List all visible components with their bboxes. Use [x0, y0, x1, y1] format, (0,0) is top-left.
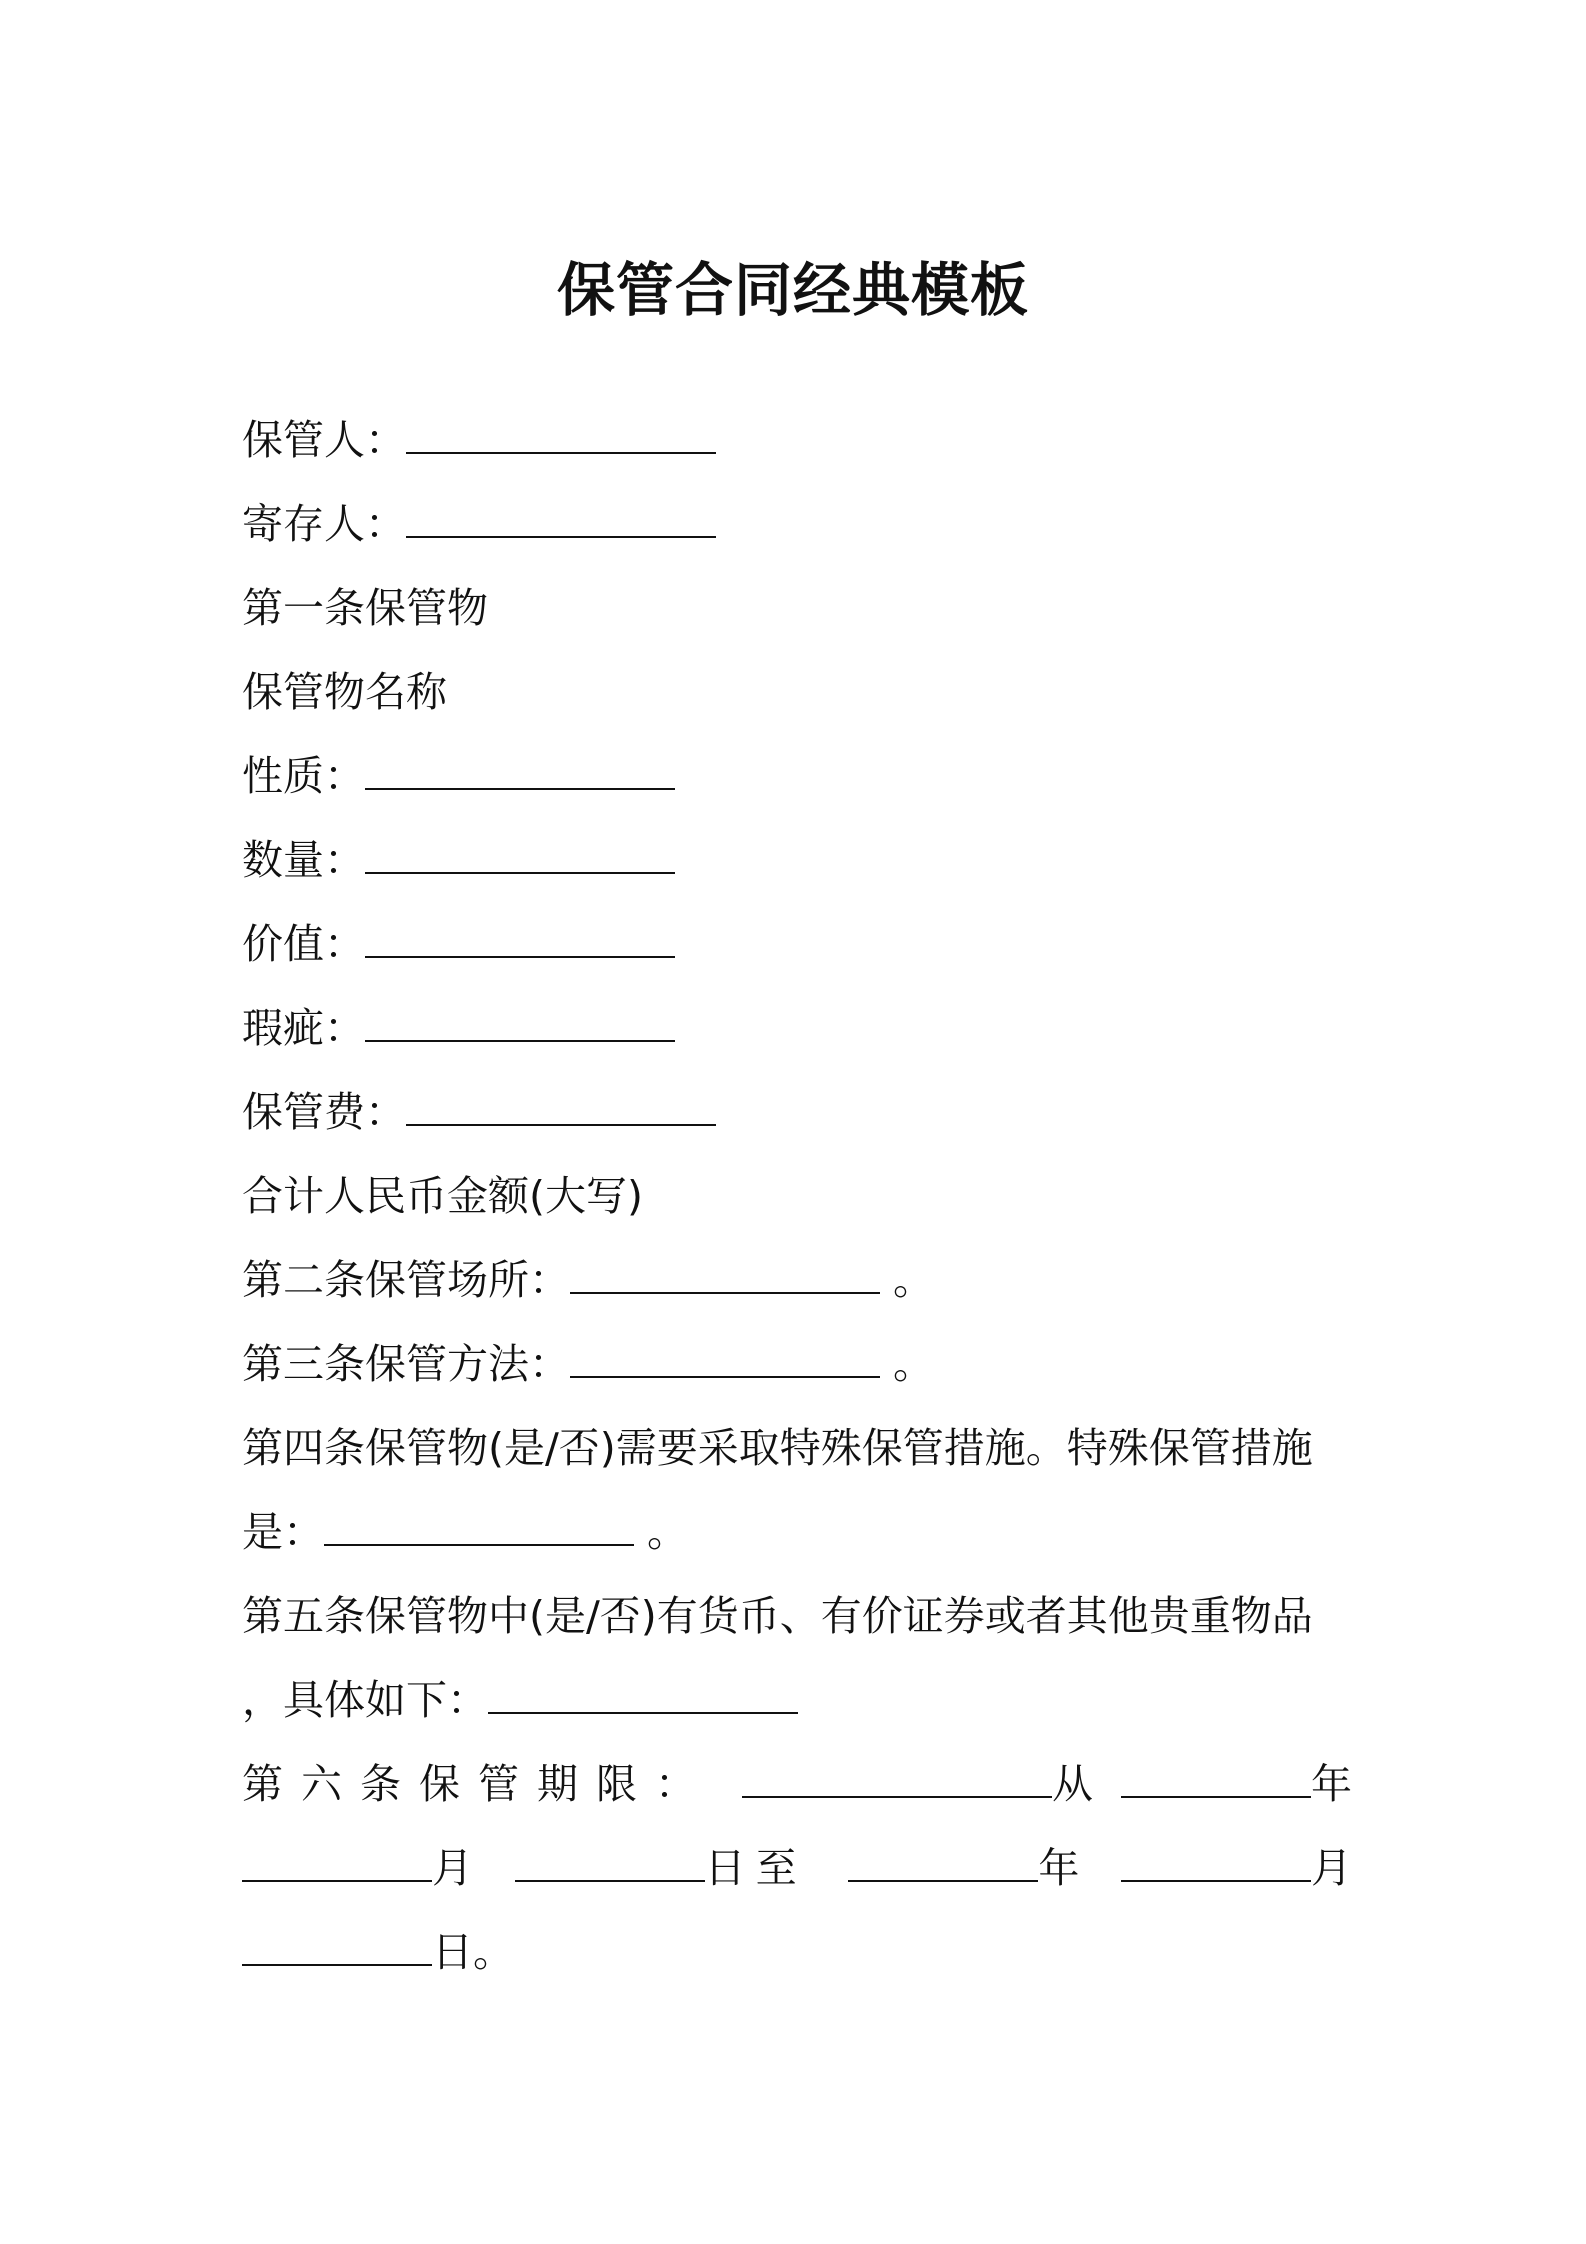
article-6-month1-group: [242, 1840, 473, 1896]
article-6-year1-group: [1121, 1756, 1352, 1812]
nature-line: [242, 748, 675, 804]
article-4-line-1: 第四条保管物(是/否)需要采取特殊保管措施。特殊保管措施: [242, 1424, 1313, 1472]
article-6-day1-to: 日至: [704, 1844, 807, 1892]
defect-label: 瑕疵：: [242, 1004, 365, 1052]
article-6-label: 第六条保管期限：: [242, 1760, 714, 1808]
article-6-line-1: [242, 1756, 1352, 1812]
depositor-line: [242, 496, 716, 552]
total-amount-label: 合计人民币金额(大写): [242, 1172, 643, 1220]
article-4-label: 是：: [242, 1508, 324, 1556]
article-2-end: 。: [880, 1256, 935, 1304]
article-6-period-blank[interactable]: [742, 1762, 1052, 1798]
article-6-year2-blank[interactable]: [848, 1846, 1038, 1882]
article-3-blank[interactable]: [570, 1342, 880, 1378]
nature-blank[interactable]: [365, 754, 675, 790]
article-5-line-2: [242, 1672, 798, 1728]
value-blank[interactable]: [365, 922, 675, 958]
article-4-line-2: [242, 1504, 688, 1560]
article-6-line-3: [242, 1924, 514, 1980]
article-6-month1-blank[interactable]: [242, 1846, 432, 1882]
article-5-line-1: 第五条保管物中(是/否)有货币、有价证券或者其他贵重物品: [242, 1592, 1313, 1640]
document-title: 保管合同经典模板: [556, 256, 1029, 324]
article-6-year1-blank[interactable]: [1121, 1762, 1311, 1798]
article-3-label: 第三条保管方法：: [242, 1340, 570, 1388]
item-name-label: 保管物名称: [242, 668, 447, 716]
depositor-label: 寄存人：: [242, 500, 406, 548]
article-6-from: 从: [1052, 1760, 1093, 1808]
article-6-year2-group: [848, 1840, 1079, 1896]
article-6-from-group: [742, 1756, 1093, 1812]
defect-line: [242, 1000, 675, 1056]
article-3-line: [242, 1336, 934, 1392]
article-6-line-2: [242, 1840, 1352, 1896]
article-6-day1-group: [515, 1840, 807, 1896]
article-5-blank[interactable]: [488, 1678, 798, 1714]
fee-line: [242, 1084, 716, 1140]
article-6-day1-blank[interactable]: [515, 1846, 705, 1882]
article-3-end: 。: [880, 1340, 935, 1388]
article-6-month1: 月: [432, 1844, 473, 1892]
nature-label: 性质：: [242, 752, 365, 800]
value-label: 价值：: [242, 920, 365, 968]
article-6-year1: 年: [1311, 1760, 1352, 1808]
article-2-label: 第二条保管场所：: [242, 1256, 570, 1304]
custodian-label: 保管人：: [242, 416, 406, 464]
article-6-day2-end: 日。: [432, 1928, 514, 1976]
quantity-line: [242, 832, 675, 888]
article-6-month2: 月: [1310, 1844, 1352, 1892]
defect-blank[interactable]: [365, 1006, 675, 1042]
article-4-end: 。: [634, 1508, 689, 1556]
article-6-day2-blank[interactable]: [242, 1930, 432, 1966]
custodian-blank[interactable]: [406, 418, 716, 454]
article-2-blank[interactable]: [570, 1258, 880, 1294]
quantity-blank[interactable]: [365, 838, 675, 874]
value-line: [242, 916, 675, 972]
article-4-blank[interactable]: [324, 1510, 634, 1546]
article-5-label: ，具体如下：: [242, 1676, 488, 1724]
quantity-label: 数量：: [242, 836, 365, 884]
article-6-year2: 年: [1038, 1844, 1080, 1892]
custodian-line: [242, 412, 716, 468]
fee-label: 保管费：: [242, 1088, 406, 1136]
article-1-heading: 第一条保管物: [242, 584, 488, 632]
fee-blank[interactable]: [406, 1090, 716, 1126]
article-6-month2-blank[interactable]: [1121, 1846, 1311, 1882]
article-6-month2-group: [1121, 1840, 1352, 1896]
depositor-blank[interactable]: [406, 502, 716, 538]
article-2-line: [242, 1252, 934, 1308]
